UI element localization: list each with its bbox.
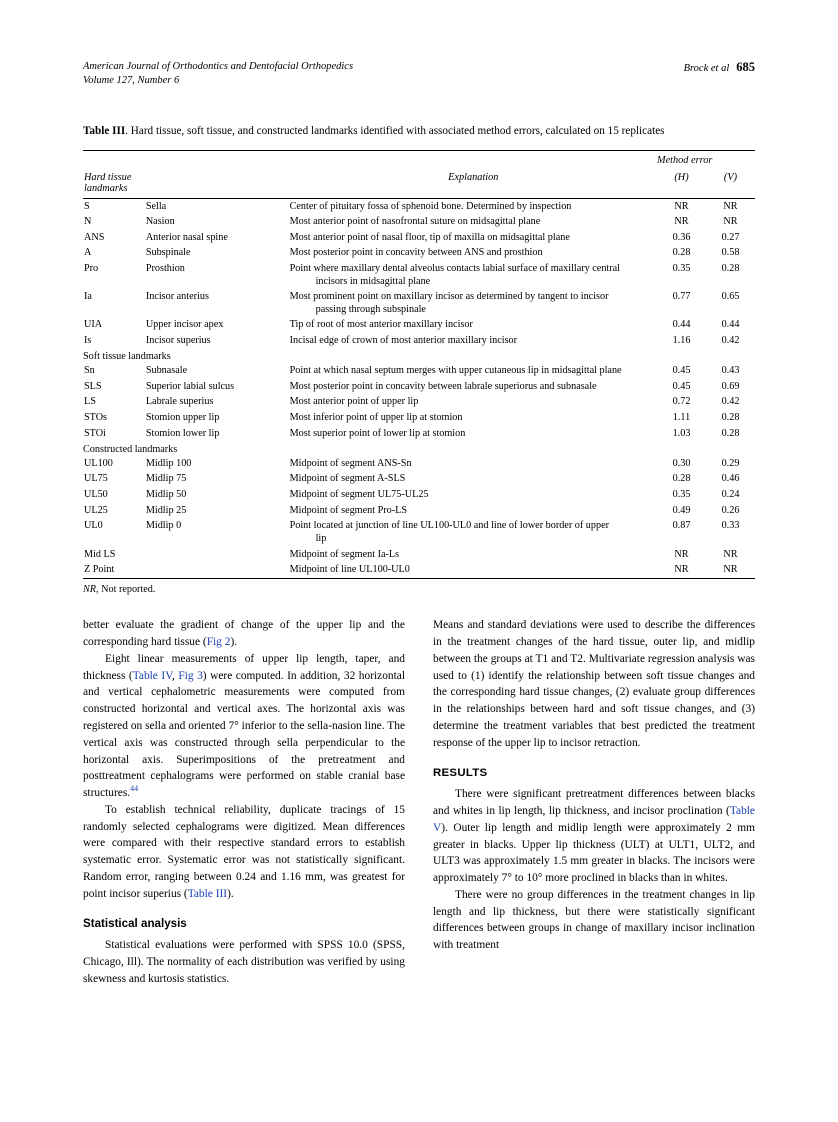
row-explanation bbox=[290, 519, 657, 547]
row-explanation: Most anterior point of nasal floor, tip of maxilla on midsagittal plane bbox=[289, 231, 570, 243]
row-me-h: 0.35 bbox=[672, 489, 691, 501]
paragraph-text-end: ). bbox=[227, 887, 234, 900]
table-ref-tablev[interactable]: Table V bbox=[433, 805, 755, 834]
table-header-row bbox=[83, 168, 755, 199]
table-label: Table III bbox=[83, 125, 126, 138]
row-me-v: 0.29 bbox=[721, 457, 740, 469]
row-me-h: 0.35 bbox=[672, 263, 691, 275]
row-name: Subspinale bbox=[145, 247, 191, 259]
table-row bbox=[83, 363, 755, 379]
figure-ref-fig3[interactable]: Fig 3 bbox=[178, 669, 203, 682]
row-me-h: 1.03 bbox=[672, 427, 691, 439]
citation-44[interactable]: 44 bbox=[130, 784, 139, 794]
row-name: Labrale superius bbox=[145, 396, 214, 408]
section-heading-constructed: Constructed landmarks bbox=[83, 443, 178, 455]
row-me-h: 0.36 bbox=[672, 231, 691, 243]
paragraph-text: better evaluate the gradient of change of the upper lip and the corresponding hard tissue ( bbox=[83, 619, 405, 649]
table-row bbox=[83, 199, 755, 215]
table-row bbox=[83, 230, 755, 246]
page-number: 685 bbox=[736, 60, 755, 74]
row-me-v: 0.43 bbox=[721, 365, 740, 377]
row-name: Subnasale bbox=[145, 365, 188, 377]
row-me-h: 0.45 bbox=[672, 380, 691, 392]
table-section-heading bbox=[83, 442, 755, 457]
heading-results: RESULTS bbox=[433, 766, 488, 779]
row-me-v: 0.28 bbox=[721, 263, 740, 275]
row-me-h: 0.87 bbox=[672, 520, 691, 532]
header-landmarks: Hard tissue landmarks bbox=[83, 168, 146, 199]
row-name: Stomion upper lip bbox=[145, 411, 220, 423]
table-row bbox=[83, 487, 755, 503]
row-explanation-line1: Most prominent point on maxillary incisor as determined by tangent to incisor bbox=[289, 291, 609, 303]
table-row bbox=[83, 262, 755, 290]
row-explanation: Midpoint of line UL100-UL0 bbox=[290, 563, 657, 579]
header-me-v: (V) bbox=[706, 168, 755, 199]
table-block bbox=[83, 124, 755, 595]
row-name: Prosthion bbox=[145, 263, 185, 275]
row-explanation-line2: incisors in midsagittal plane bbox=[315, 275, 431, 287]
row-me-h: 1.16 bbox=[672, 334, 691, 346]
row-me-h: 0.44 bbox=[672, 319, 691, 331]
header-explanation: Explanation bbox=[290, 168, 657, 199]
table-row bbox=[83, 456, 755, 472]
row-me-h: 0.45 bbox=[672, 365, 691, 377]
header-me-h: (H) bbox=[657, 168, 706, 199]
row-me-h: 0.77 bbox=[672, 291, 691, 303]
table-row bbox=[83, 333, 755, 349]
row-abbr: STOs bbox=[84, 411, 108, 423]
row-explanation-line1: Point where maxillary dental alveolus contacts labial surface of maxillary central bbox=[289, 263, 620, 275]
table-row bbox=[83, 395, 755, 411]
row-me-v: 0.58 bbox=[721, 247, 740, 259]
row-me-v: 0.28 bbox=[721, 411, 740, 423]
row-explanation: Midpoint of segment UL75-UL25 bbox=[289, 489, 429, 501]
row-me-h: 0.49 bbox=[672, 504, 691, 516]
running-head-right bbox=[684, 60, 755, 75]
row-me-h: NR bbox=[674, 549, 689, 561]
row-explanation: Most posterior point in concavity between ANS and prosthion bbox=[289, 247, 543, 259]
row-name: Upper incisor apex bbox=[145, 319, 224, 331]
paragraph bbox=[83, 617, 405, 651]
row-abbr: Ia bbox=[84, 291, 92, 303]
row-explanation: Most anterior point of upper lip bbox=[289, 396, 419, 408]
table-caption bbox=[83, 124, 755, 140]
table-row bbox=[83, 472, 755, 488]
row-me-v: 0.26 bbox=[721, 504, 740, 516]
row-explanation-line2: lip bbox=[315, 532, 327, 544]
row-me-h: NR bbox=[674, 200, 689, 212]
row-name bbox=[146, 563, 290, 579]
row-explanation-line1: Point located at junction of line UL100-UL0 and line of lower border of upper bbox=[289, 520, 609, 532]
journal-title: American Journal of Orthodontics and Dentofacial Orthopedics bbox=[83, 61, 354, 72]
row-me-v: 0.42 bbox=[721, 396, 740, 408]
body-columns bbox=[83, 617, 755, 987]
table-row bbox=[83, 379, 755, 395]
row-abbr: UL75 bbox=[84, 473, 108, 485]
table-row bbox=[83, 426, 755, 442]
paragraph: There were no group differences in the treatment changes in lip length and lip thickness, but there were statistically significant differences between groups in change of maxillary incisor inclination with treatment bbox=[433, 888, 755, 952]
table-row bbox=[83, 290, 755, 318]
row-me-v: 0.24 bbox=[721, 489, 740, 501]
journal-volume: Volume 127, Number 6 bbox=[83, 75, 180, 87]
row-abbr: Pro bbox=[84, 263, 99, 275]
paragraph-text: To establish technical reliability, duplicate tracings of 15 randomly selected cephalograms were digitized. Mean differences were compared with their respective standard errors to establish systematic error. Systematic error was not statistically significant. Random error, ranging between 0.24 and 1.16 mm, was greatest for point incisor superius ( bbox=[83, 803, 405, 900]
row-explanation: Most anterior point of nasofrontal suture on midsagittal plane bbox=[289, 216, 541, 228]
paragraph bbox=[83, 651, 405, 802]
footnote-text: Not reported. bbox=[98, 584, 156, 596]
table-caption-text: . Hard tissue, soft tissue, and constructed landmarks identified with associated method errors, calculated on 15 replicates bbox=[125, 125, 665, 138]
row-abbr: UL25 bbox=[84, 504, 108, 516]
row-explanation: Most superior point of lower lip at stomion bbox=[289, 427, 466, 439]
row-me-h: 0.28 bbox=[672, 247, 691, 259]
table-row bbox=[83, 215, 755, 231]
row-abbr: N bbox=[84, 216, 92, 228]
row-abbr: Sn bbox=[84, 365, 95, 377]
row-explanation: Most inferior point of upper lip at stomion bbox=[289, 411, 463, 423]
row-me-v: NR bbox=[723, 216, 738, 228]
row-me-h: NR bbox=[657, 563, 706, 579]
row-name: Stomion lower lip bbox=[145, 427, 220, 439]
row-me-v: 0.46 bbox=[721, 473, 740, 485]
row-abbr: Z Point bbox=[83, 563, 146, 579]
row-abbr: UL50 bbox=[84, 489, 108, 501]
table-footnote bbox=[83, 584, 755, 595]
table-row bbox=[83, 410, 755, 426]
row-me-v: NR bbox=[723, 200, 738, 212]
left-column bbox=[83, 617, 405, 987]
right-column bbox=[433, 617, 755, 987]
row-name: Sella bbox=[145, 200, 167, 212]
row-explanation bbox=[290, 290, 657, 318]
table-row bbox=[83, 547, 755, 563]
row-explanation-line2: passing through subspinale bbox=[315, 303, 426, 315]
row-explanation bbox=[290, 262, 657, 290]
table-ref-tableiv[interactable]: Table IV bbox=[132, 669, 172, 682]
paragraph: Statistical evaluations were performed with SPSS 10.0 (SPSS, Chicago, Ill). The normality of each distribution was verified by using skewness and kurtosis statistics. bbox=[83, 939, 405, 985]
method-error-header: Method error bbox=[657, 151, 755, 169]
row-explanation: Point at which nasal septum merges with upper cutaneous lip in midsagittal plane bbox=[289, 365, 622, 377]
row-explanation: Center of pituitary fossa of sphenoid bone. Determined by inspection bbox=[289, 200, 572, 212]
paragraph-text: There were significant pretreatment differences between blacks and whites in lip length, lip thickness, and incisor proclination ( bbox=[433, 788, 755, 818]
row-explanation: Incisal edge of crown of most anterior maxillary incisor bbox=[289, 334, 518, 346]
row-explanation: Midpoint of segment A-SLS bbox=[289, 473, 406, 485]
row-abbr: UL100 bbox=[84, 457, 113, 469]
row-me-h: 0.30 bbox=[672, 457, 691, 469]
table-section-heading bbox=[83, 349, 755, 364]
row-name: Midlip 75 bbox=[145, 473, 187, 485]
table-row bbox=[83, 503, 755, 519]
table-row bbox=[83, 246, 755, 262]
running-head-left bbox=[83, 60, 353, 88]
row-name: Nasion bbox=[145, 216, 175, 228]
row-abbr: A bbox=[84, 247, 92, 259]
row-explanation: Midpoint of segment ANS-Sn bbox=[289, 457, 412, 469]
row-me-h: 0.72 bbox=[672, 396, 691, 408]
row-abbr: UIA bbox=[84, 319, 103, 331]
row-me-v: NR bbox=[706, 563, 755, 579]
row-abbr: SLS bbox=[84, 380, 102, 392]
row-name: Anterior nasal spine bbox=[145, 231, 228, 243]
table-rule-top bbox=[83, 151, 755, 169]
row-me-h: 1.11 bbox=[672, 411, 691, 423]
footnote-abbr: NR, bbox=[83, 584, 99, 596]
row-abbr: ANS bbox=[84, 231, 105, 243]
authors-runhead: Brock et al bbox=[683, 63, 730, 74]
row-me-v: 0.65 bbox=[721, 291, 740, 303]
table-ref-tableiii[interactable]: Table III bbox=[187, 887, 228, 900]
row-abbr: Is bbox=[84, 334, 92, 346]
row-name: Midlip 100 bbox=[145, 457, 192, 469]
row-me-v: 0.28 bbox=[721, 427, 740, 439]
row-explanation: Most posterior point in concavity between labrale superiorus and subnasale bbox=[289, 380, 597, 392]
heading-statistical-analysis: Statistical analysis bbox=[83, 917, 187, 931]
row-name: Midlip 50 bbox=[145, 489, 187, 501]
row-me-v: NR bbox=[723, 549, 738, 561]
row-name: Superior labial sulcus bbox=[145, 380, 235, 392]
row-abbr: UL0 bbox=[84, 520, 103, 532]
running-head bbox=[83, 60, 755, 88]
row-me-h: NR bbox=[674, 216, 689, 228]
row-me-h: 0.28 bbox=[672, 473, 691, 485]
paragraph-sep: , bbox=[171, 669, 179, 682]
landmarks-table bbox=[83, 150, 755, 579]
table-row bbox=[83, 563, 755, 579]
table-row bbox=[83, 519, 755, 547]
table-row bbox=[83, 318, 755, 334]
row-name bbox=[146, 547, 290, 563]
paragraph-text-end: ). Outer lip length and midlip length were approximately 2 mm greater in blacks. Upper lip thickness (ULT) at ULT1, ULT2, and ULT3 was approximately 1.5 mm greater in blacks. The incisors were approximately 7° to 10° more proclined in blacks than in whites. bbox=[433, 821, 755, 885]
row-me-v: 0.69 bbox=[721, 380, 740, 392]
section-heading-soft-tissue: Soft tissue landmarks bbox=[83, 351, 171, 363]
row-abbr: Mid LS bbox=[84, 549, 116, 561]
paragraph: Means and standard deviations were used to describe the differences in the treatment changes of the hard tissue, outer lip, and midlip between the groups at T1 and T2. Multivariate regression analysis was used to (1) identify the relationship between soft tissue changes and the corresponding hard tissue changes, (2) evaluate group differences in the relationships between hard and soft tissue changes, and (3) determine the treatment variables that best predicted the treatment response of the upper lip to incisor retraction. bbox=[433, 619, 755, 749]
row-abbr: STOi bbox=[84, 427, 106, 439]
paragraph-text-end: ). bbox=[230, 636, 238, 649]
row-name: Incisor superius bbox=[145, 334, 211, 346]
paragraph bbox=[83, 802, 405, 903]
row-me-v: 0.27 bbox=[721, 231, 740, 243]
row-explanation: Midpoint of segment Ia-Ls bbox=[289, 549, 400, 561]
paragraph bbox=[433, 786, 755, 887]
paragraph-text: Eight linear measurements of upper lip length, taper, and thickness ( bbox=[83, 652, 405, 682]
row-me-v: 0.33 bbox=[721, 520, 740, 532]
row-name: Incisor anterius bbox=[145, 291, 209, 303]
row-me-v: 0.44 bbox=[721, 319, 740, 331]
row-explanation: Tip of root of most anterior maxillary incisor bbox=[289, 319, 473, 331]
figure-ref-fig2[interactable]: Fig 2 bbox=[206, 636, 231, 649]
row-abbr: LS bbox=[84, 396, 96, 408]
row-name: Midlip 0 bbox=[145, 520, 182, 532]
row-me-v: 0.42 bbox=[721, 334, 740, 346]
row-abbr: S bbox=[84, 200, 90, 212]
row-explanation: Midpoint of segment Pro-LS bbox=[289, 504, 408, 516]
row-name: Midlip 25 bbox=[145, 504, 187, 516]
paragraph-text-2: ) were computed. In addition, 32 horizontal and vertical cephalometric measurements were computed from constructed horizontal and vertical axes. The horizontal axis was registered on sella and oriented 7° inferior to the sella-nasion line. The vertical axis was constructed through sella perpendicular to the horizontal axis. Superimpositions of the pretreatment and posttreatment cephalograms were performed on stable cranial base structures. bbox=[83, 669, 405, 800]
page-content bbox=[83, 60, 755, 988]
